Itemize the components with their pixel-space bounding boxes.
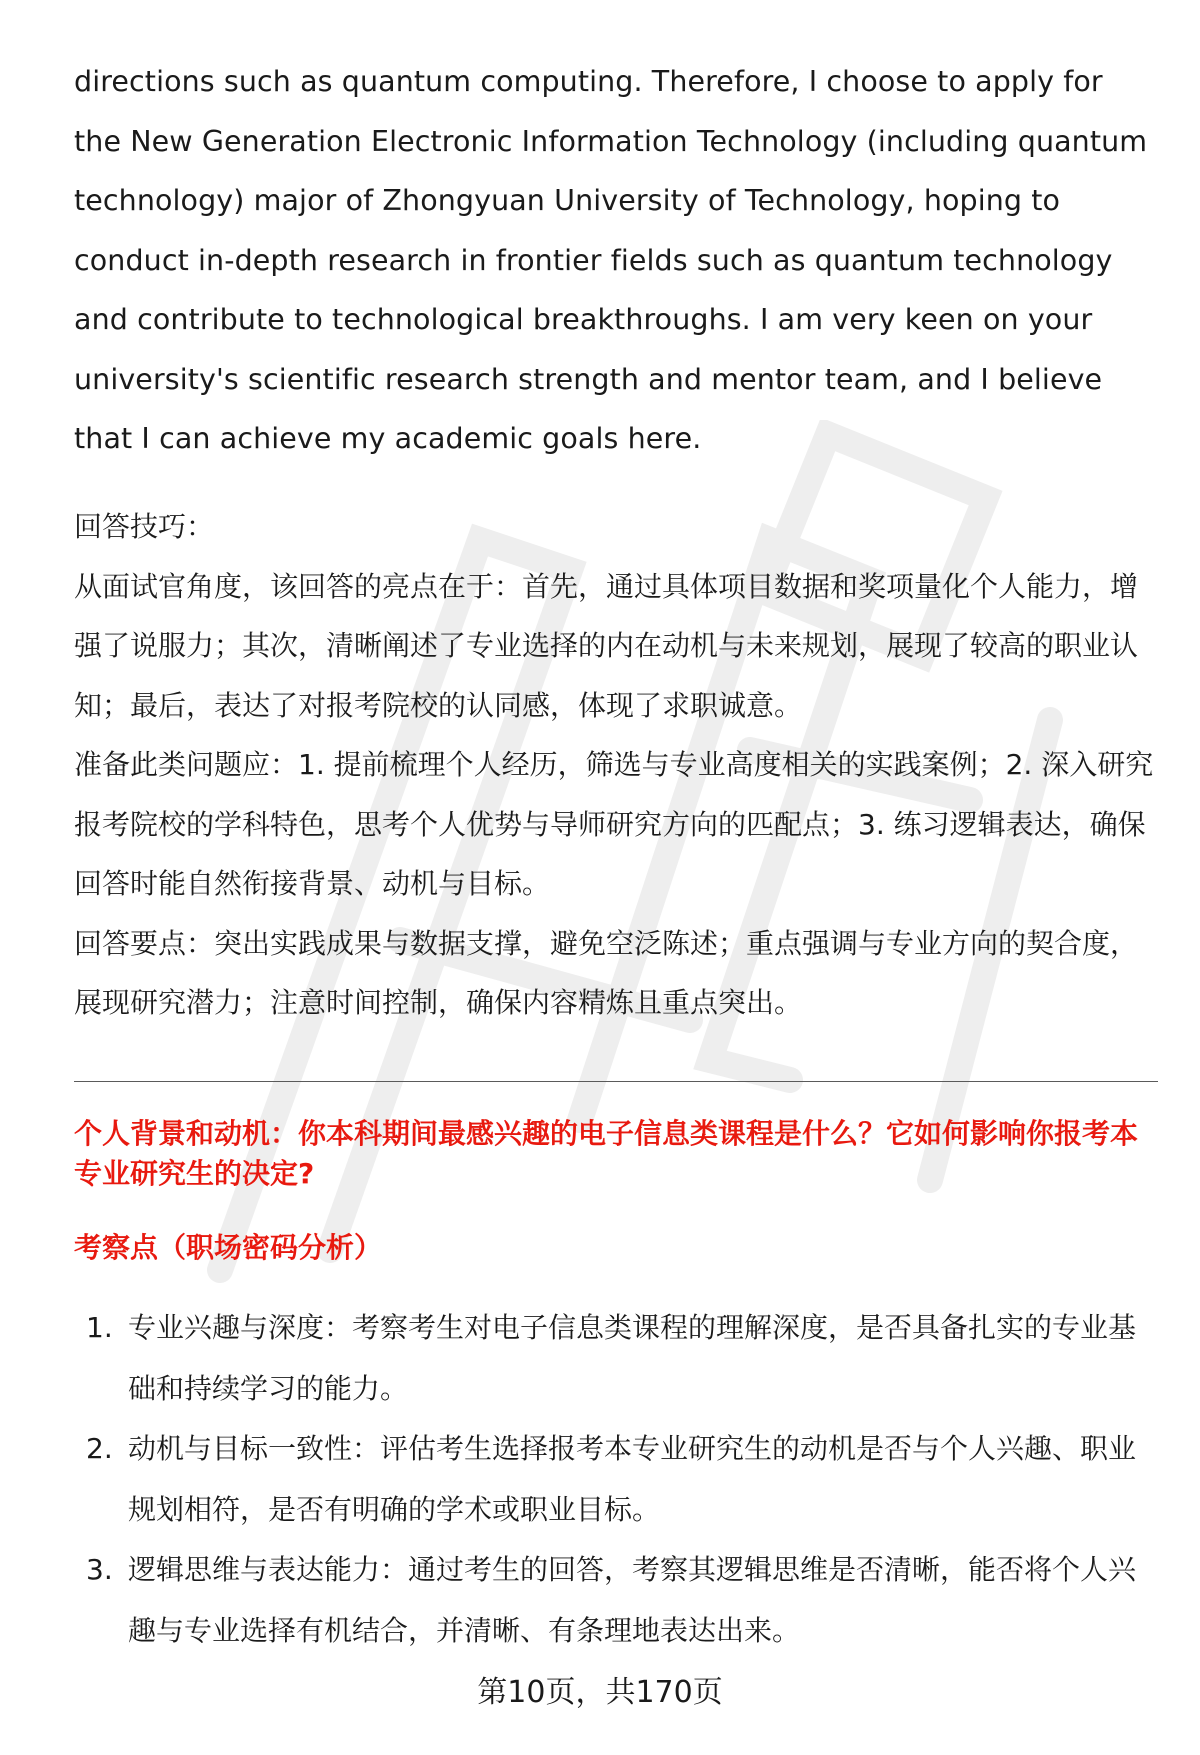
section-divider — [74, 1081, 1158, 1082]
assessment-heading: 考察点（职场密码分析） — [74, 1231, 383, 1264]
list-item-text: 动机与目标一致性：评估考生选择报考本专业研究生的动机是否与个人兴趣、职业规划相符，是否有明确的学术或职业目标。 — [128, 1432, 1137, 1526]
list-item — [74, 1540, 1158, 1661]
list-item-number: 2. — [86, 1432, 113, 1465]
question-heading: 个人背景和动机：你本科期间最感兴趣的电子信息类课程是什么？它如何影响你报考本专业研究生的决定? — [74, 1117, 1139, 1190]
tips-paragraph-key-points: 回答要点：突出实践成果与数据支撑，避免空泛陈述；重点强调与专业方向的契合度，展现研究潜力；注意时间控制，确保内容精炼且重点突出。 — [74, 926, 1139, 1019]
answer-tips-section — [74, 497, 1158, 1033]
answer-paragraph: directions such as quantum computing. Therefore, I choose to apply for the New Generation Electronic Information Technology (including quantum technology) major of Zhongyuan University of Technology, hoping to conduct in-depth research in frontier fields such as quantum technology and contribute to technological breakthroughs. I am very keen on your university's scientific research strength and mentor team, and I believe that I can achieve my academic goals here. — [74, 65, 1148, 455]
tips-paragraph-perspective: 从面试官角度，该回答的亮点在于：首先，通过具体项目数据和奖项量化个人能力，增强了说服力；其次，清晰阐述了专业选择的内在动机与未来规划，展现了较高的职业认知；最后，表达了对报考院校的认同感，体现了求职诚意。 — [74, 569, 1139, 722]
list-item-number: 3. — [86, 1553, 113, 1586]
list-item-number: 1. — [86, 1311, 113, 1344]
list-item-text: 专业兴趣与深度：考察考生对电子信息类课程的理解深度，是否具备扎实的专业基础和持续学习的能力。 — [128, 1311, 1137, 1405]
list-item-text: 逻辑思维与表达能力：通过考生的回答，考察其逻辑思维是否清晰，能否将个人兴趣与专业选择有机结合，并清晰、有条理地表达出来。 — [128, 1553, 1137, 1647]
page-number-footer: 第10页，共170页 — [477, 1675, 723, 1710]
tips-paragraph-preparation: 准备此类问题应：1. 提前梳理个人经历，筛选与专业高度相关的实践案例；2. 深入研究报考院校的学科特色，思考个人优势与导师研究方向的匹配点；3. 练习逻辑表达，确保回答时能自然衔接背景、动机与目标。 — [74, 748, 1154, 900]
list-item — [74, 1419, 1158, 1540]
assessment-list — [74, 1298, 1158, 1661]
list-item — [74, 1298, 1158, 1419]
tips-heading: 回答技巧： — [74, 510, 215, 543]
